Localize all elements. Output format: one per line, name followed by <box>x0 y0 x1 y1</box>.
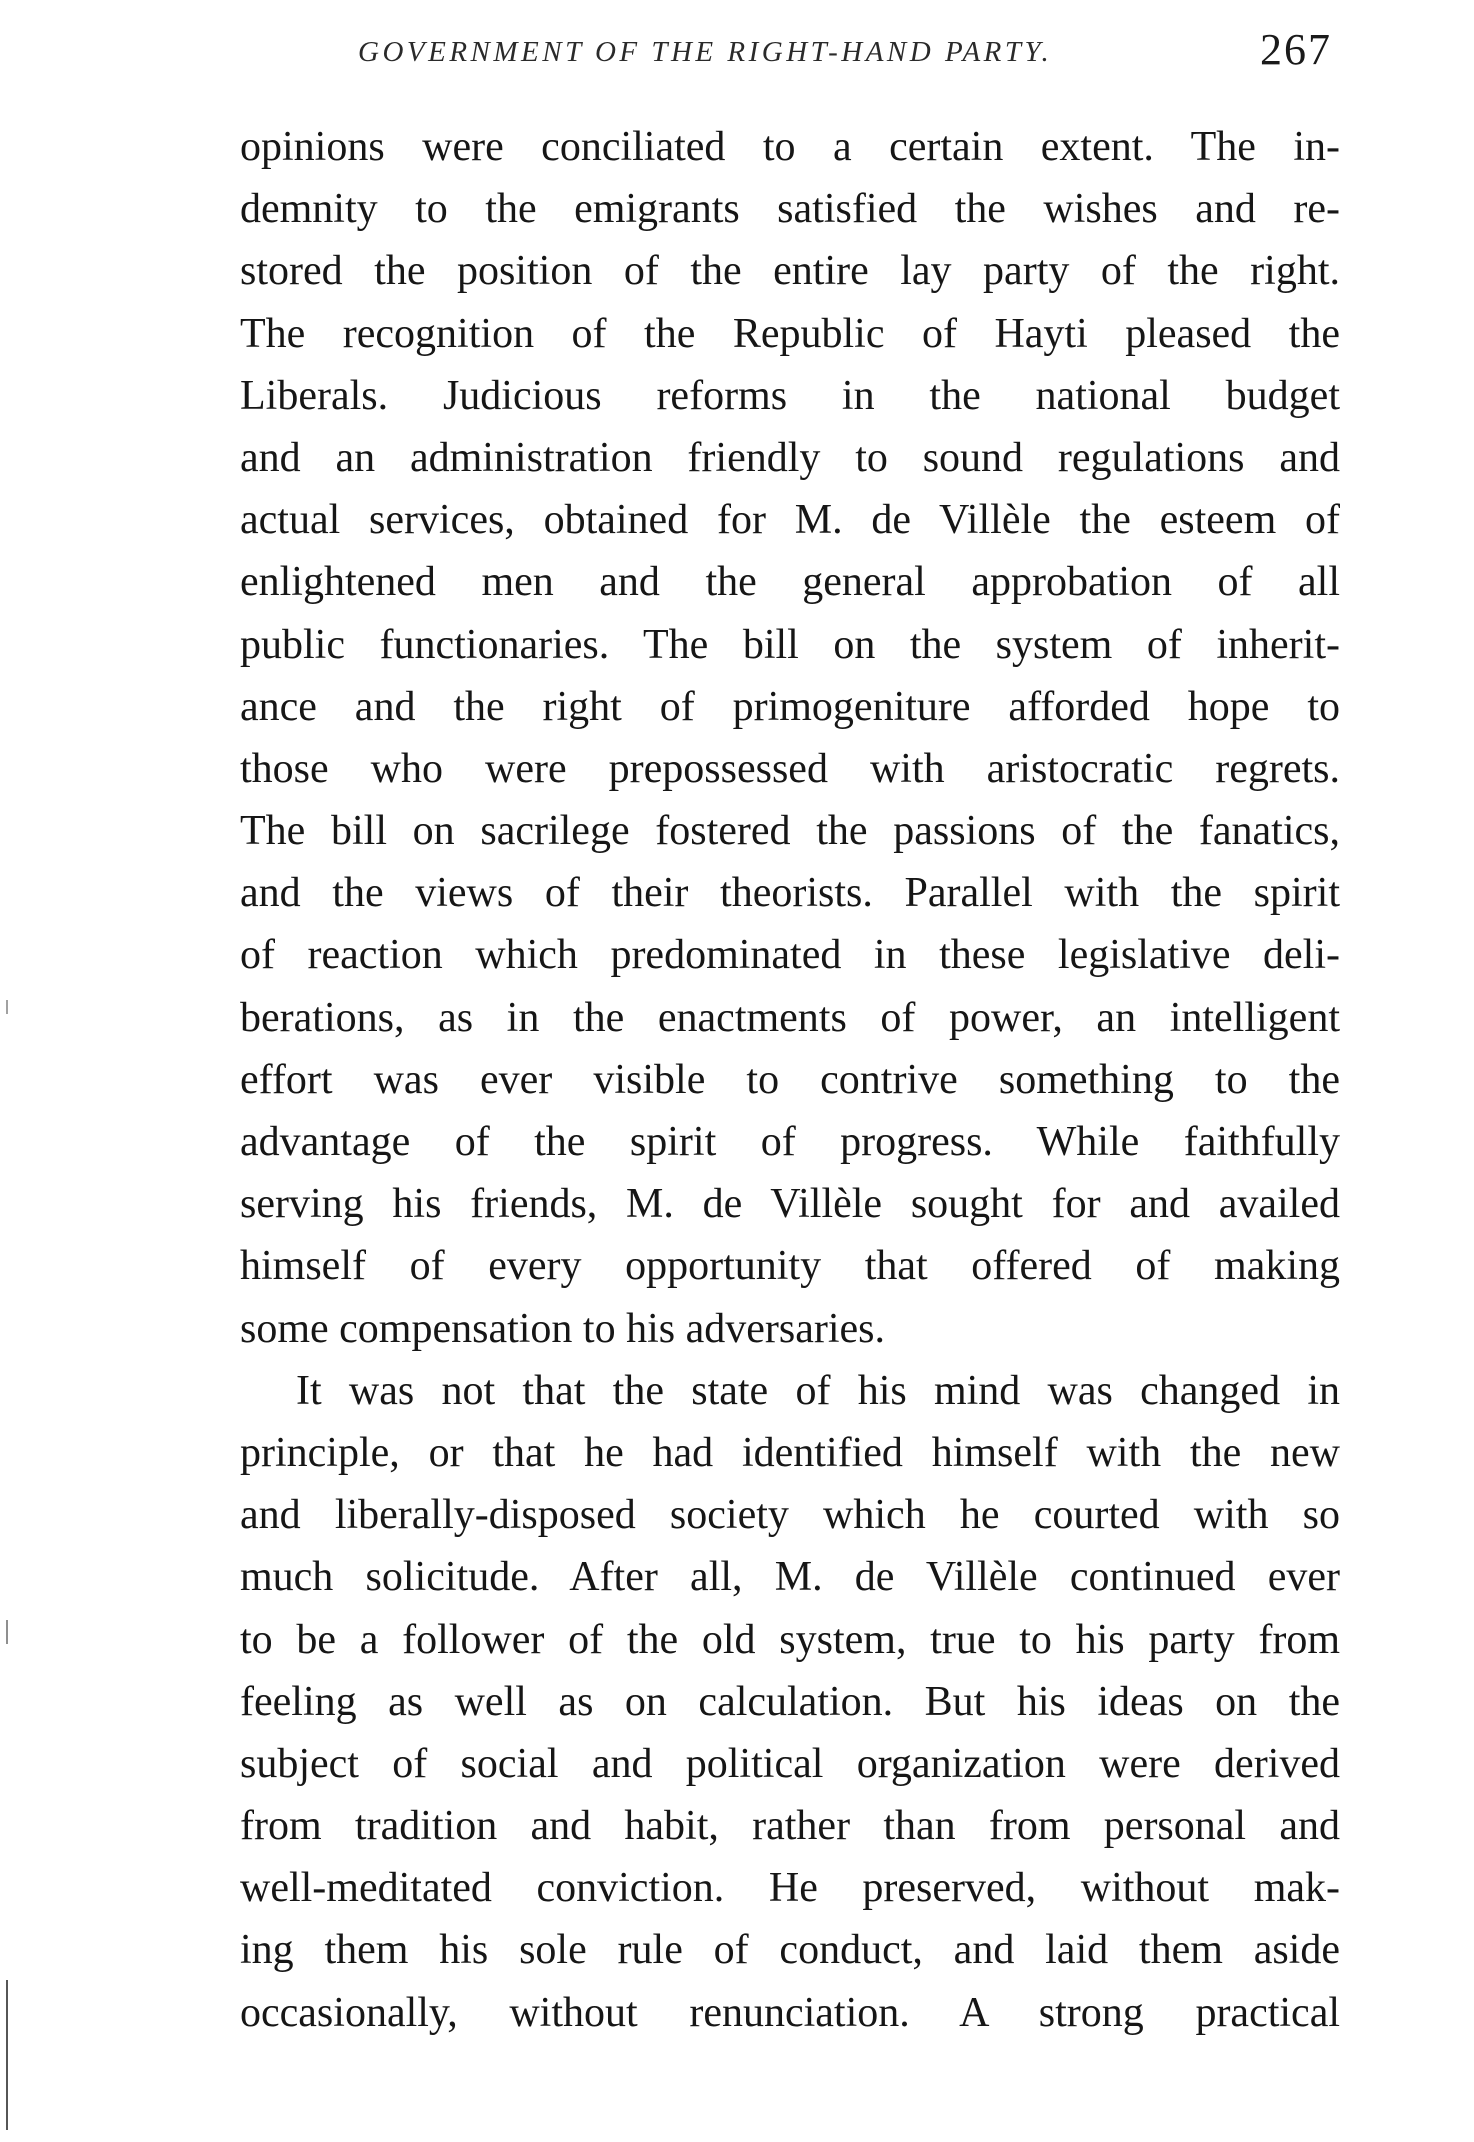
text-line: public functionaries. The bill on the system of inherit- <box>240 621 1340 668</box>
text-line: Liberals. Judicious reforms in the national budget <box>240 372 1340 419</box>
text-line: advantage of the spirit of progress. While faithfully <box>240 1119 1340 1165</box>
page-number: 267 <box>1260 25 1332 74</box>
text-line: occasionally, without renunciation. A strong practical <box>240 1989 1340 2036</box>
text-line: from tradition and habit, rather than from personal and <box>240 1803 1340 1850</box>
text-line: well-meditated conviction. He preserved, without mak- <box>240 1865 1340 1912</box>
text-line: The recognition of the Republic of Hayti pleased the <box>240 310 1340 357</box>
running-head <box>240 24 1336 84</box>
paragraph-1 <box>240 116 1340 1360</box>
text-line: It was not that the state of his mind was changed in <box>296 1367 1340 1414</box>
text-line: demnity to the emigrants satisfied the wishes and re- <box>240 186 1340 233</box>
binding-mark <box>6 1620 8 1644</box>
text-line: opinions were conciliated to a certain extent. The in- <box>240 124 1340 170</box>
text-line: principle, or that he had identified himself with the new <box>240 1429 1340 1476</box>
text-line: and the views of their theorists. Parallel with the spirit <box>240 870 1340 917</box>
text-line: subject of social and political organization were derived <box>240 1740 1340 1787</box>
body-text <box>240 116 1340 2044</box>
text-line: ance and the right of primogeniture afforded hope to <box>240 683 1340 730</box>
text-line: ing them his sole rule of conduct, and laid them aside <box>240 1927 1340 1974</box>
text-line: himself of every opportunity that offered of making <box>240 1243 1340 1290</box>
text-line: those who were prepossessed with aristocratic regrets. <box>240 745 1340 792</box>
text-line: and an administration friendly to sound regulations and <box>240 434 1340 481</box>
text-line: serving his friends, M. de Villèle sought for and availed <box>240 1181 1340 1228</box>
text-line: feeling as well as on calculation. But his ideas on the <box>240 1678 1340 1725</box>
text-line: some compensation to his adversaries. <box>240 1305 886 1352</box>
binding-mark <box>6 1000 8 1014</box>
text-line: much solicitude. After all, M. de Villèle continued ever <box>240 1554 1340 1601</box>
paragraph-2 <box>240 1360 1340 2044</box>
text-line: berations, as in the enactments of power, an intelligent <box>240 994 1340 1041</box>
text-line: of reaction which predominated in these legislative deli- <box>240 932 1340 979</box>
text-line: to be a follower of the old system, true to his party from <box>240 1616 1340 1663</box>
binding-mark <box>6 1980 8 2130</box>
text-line: actual services, obtained for M. de Villèle the esteem of <box>240 497 1340 544</box>
running-title: GOVERNMENT OF THE RIGHT-HAND PARTY. <box>358 36 1053 68</box>
text-line: and liberally-disposed society which he courted with so <box>240 1492 1340 1539</box>
text-line: effort was ever visible to contrive something to the <box>240 1056 1340 1103</box>
text-line: The bill on sacrilege fostered the passions of the fanatics, <box>240 808 1340 855</box>
text-line: stored the position of the entire lay party of the right. <box>240 248 1340 295</box>
binding-edge-marks <box>0 1000 20 2140</box>
text-line: enlightened men and the general approbation of all <box>240 559 1340 606</box>
